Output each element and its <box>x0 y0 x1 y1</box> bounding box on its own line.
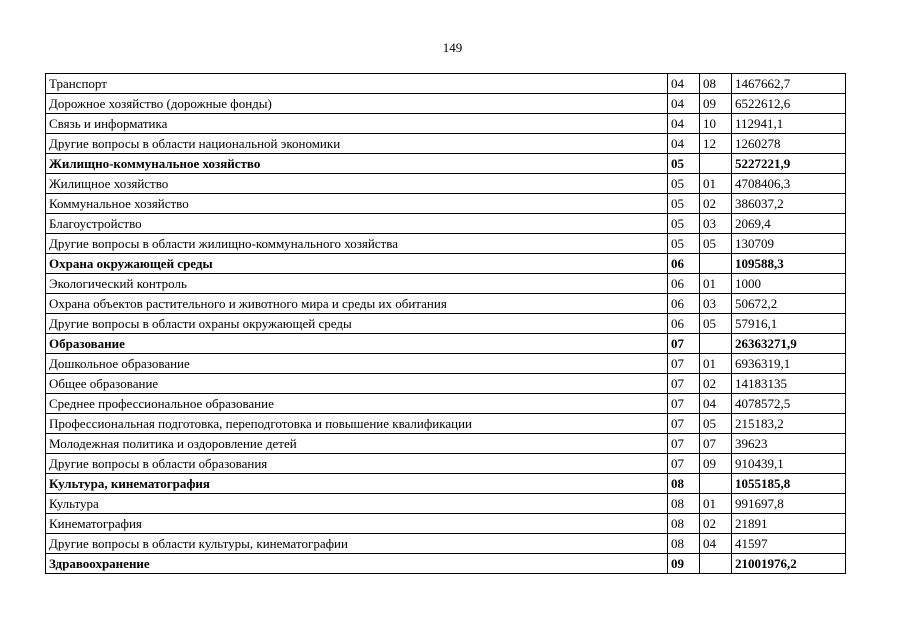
row-amount-cell: 6936319,1 <box>732 354 846 374</box>
row-section-code-cell: 06 <box>668 274 700 294</box>
row-amount-cell: 215183,2 <box>732 414 846 434</box>
row-subsection-code-cell: 02 <box>700 514 732 534</box>
row-name-cell: Общее образование <box>46 374 668 394</box>
row-name-cell: Дорожное хозяйство (дорожные фонды) <box>46 94 668 114</box>
table-row <box>46 514 846 534</box>
table-row <box>46 394 846 414</box>
row-amount-cell: 112941,1 <box>732 114 846 134</box>
row-section-code-cell: 06 <box>668 294 700 314</box>
row-amount-cell: 1055185,8 <box>732 474 846 494</box>
table-row <box>46 494 846 514</box>
row-section-code-cell: 07 <box>668 394 700 414</box>
row-name-cell: Молодежная политика и оздоровление детей <box>46 434 668 454</box>
page-number: 149 <box>442 40 463 55</box>
row-amount-cell: 1467662,7 <box>732 74 846 94</box>
row-amount-cell: 50672,2 <box>732 294 846 314</box>
table-row <box>46 434 846 454</box>
row-subsection-code-cell: 10 <box>700 114 732 134</box>
row-name-cell: Профессиональная подготовка, переподготовка и повышение квалификации <box>46 414 668 434</box>
row-section-code-cell: 05 <box>668 174 700 194</box>
row-subsection-code-cell: 12 <box>700 134 732 154</box>
table-row <box>46 74 846 94</box>
row-amount-cell: 39623 <box>732 434 846 454</box>
row-section-code-cell: 05 <box>668 214 700 234</box>
row-subsection-code-cell: 04 <box>700 534 732 554</box>
row-name-cell: Охрана окружающей среды <box>46 254 668 274</box>
row-name-cell: Коммунальное хозяйство <box>46 194 668 214</box>
row-subsection-code-cell: 03 <box>700 294 732 314</box>
row-subsection-code-cell <box>700 474 732 494</box>
row-section-code-cell: 07 <box>668 334 700 354</box>
row-name-cell: Дошкольное образование <box>46 354 668 374</box>
row-name-cell: Среднее профессиональное образование <box>46 394 668 414</box>
table-row <box>46 454 846 474</box>
row-section-code-cell: 05 <box>668 194 700 214</box>
row-name-cell: Культура <box>46 494 668 514</box>
row-subsection-code-cell: 01 <box>700 354 732 374</box>
table-section-row <box>46 154 846 174</box>
row-subsection-code-cell <box>700 554 732 574</box>
table-row <box>46 294 846 314</box>
row-section-code-cell: 08 <box>668 534 700 554</box>
row-amount-cell: 14183135 <box>732 374 846 394</box>
table-row <box>46 134 846 154</box>
row-section-code-cell: 04 <box>668 74 700 94</box>
row-amount-cell: 4708406,3 <box>732 174 846 194</box>
row-amount-cell: 1260278 <box>732 134 846 154</box>
row-name-cell: Другие вопросы в области культуры, кинематографии <box>46 534 668 554</box>
row-amount-cell: 130709 <box>732 234 846 254</box>
row-section-code-cell: 06 <box>668 254 700 274</box>
row-amount-cell: 2069,4 <box>732 214 846 234</box>
row-subsection-code-cell: 01 <box>700 174 732 194</box>
budget-table <box>45 73 846 574</box>
table-row <box>46 374 846 394</box>
row-name-cell: Транспорт <box>46 74 668 94</box>
table-row <box>46 534 846 554</box>
row-subsection-code-cell: 04 <box>700 394 732 414</box>
row-section-code-cell: 08 <box>668 514 700 534</box>
row-section-code-cell: 07 <box>668 454 700 474</box>
row-name-cell: Кинематография <box>46 514 668 534</box>
table-row <box>46 114 846 134</box>
row-section-code-cell: 08 <box>668 474 700 494</box>
row-name-cell: Образование <box>46 334 668 354</box>
row-section-code-cell: 07 <box>668 414 700 434</box>
table-row <box>46 274 846 294</box>
row-subsection-code-cell: 09 <box>700 454 732 474</box>
row-subsection-code-cell: 01 <box>700 274 732 294</box>
row-name-cell: Другие вопросы в области жилищно-коммунального хозяйства <box>46 234 668 254</box>
row-section-code-cell: 05 <box>668 154 700 174</box>
row-section-code-cell: 08 <box>668 494 700 514</box>
row-name-cell: Экологический контроль <box>46 274 668 294</box>
row-name-cell: Здравоохранение <box>46 554 668 574</box>
row-name-cell: Культура, кинематография <box>46 474 668 494</box>
row-amount-cell: 21001976,2 <box>732 554 846 574</box>
table-row <box>46 234 846 254</box>
budget-table-body <box>46 74 846 574</box>
row-amount-cell: 21891 <box>732 514 846 534</box>
row-section-code-cell: 09 <box>668 554 700 574</box>
table-row <box>46 214 846 234</box>
row-subsection-code-cell: 05 <box>700 314 732 334</box>
row-subsection-code-cell: 05 <box>700 234 732 254</box>
row-amount-cell: 4078572,5 <box>732 394 846 414</box>
table-row <box>46 174 846 194</box>
row-amount-cell: 26363271,9 <box>732 334 846 354</box>
row-amount-cell: 6522612,6 <box>732 94 846 114</box>
row-section-code-cell: 06 <box>668 314 700 334</box>
row-name-cell: Благоустройство <box>46 214 668 234</box>
row-section-code-cell: 04 <box>668 114 700 134</box>
row-amount-cell: 991697,8 <box>732 494 846 514</box>
table-row <box>46 94 846 114</box>
row-section-code-cell: 04 <box>668 94 700 114</box>
row-subsection-code-cell: 03 <box>700 214 732 234</box>
table-row <box>46 194 846 214</box>
row-section-code-cell: 05 <box>668 234 700 254</box>
table-section-row <box>46 254 846 274</box>
row-subsection-code-cell: 01 <box>700 494 732 514</box>
row-name-cell: Охрана объектов растительного и животного мира и среды их обитания <box>46 294 668 314</box>
row-name-cell: Связь и информатика <box>46 114 668 134</box>
row-subsection-code-cell: 02 <box>700 194 732 214</box>
row-amount-cell: 910439,1 <box>732 454 846 474</box>
table-row <box>46 414 846 434</box>
row-amount-cell: 5227221,9 <box>732 154 846 174</box>
row-amount-cell: 109588,3 <box>732 254 846 274</box>
row-subsection-code-cell: 09 <box>700 94 732 114</box>
table-row <box>46 314 846 334</box>
row-section-code-cell: 04 <box>668 134 700 154</box>
row-name-cell: Другие вопросы в области национальной экономики <box>46 134 668 154</box>
row-amount-cell: 1000 <box>732 274 846 294</box>
table-section-row <box>46 554 846 574</box>
row-name-cell: Другие вопросы в области охраны окружающей среды <box>46 314 668 334</box>
row-section-code-cell: 07 <box>668 374 700 394</box>
row-subsection-code-cell <box>700 334 732 354</box>
row-section-code-cell: 07 <box>668 354 700 374</box>
table-section-row <box>46 334 846 354</box>
row-section-code-cell: 07 <box>668 434 700 454</box>
row-name-cell: Жилищно-коммунальное хозяйство <box>46 154 668 174</box>
row-subsection-code-cell <box>700 254 732 274</box>
row-name-cell: Жилищное хозяйство <box>46 174 668 194</box>
row-amount-cell: 57916,1 <box>732 314 846 334</box>
row-subsection-code-cell: 02 <box>700 374 732 394</box>
row-amount-cell: 386037,2 <box>732 194 846 214</box>
table-row <box>46 354 846 374</box>
row-subsection-code-cell: 07 <box>700 434 732 454</box>
row-name-cell: Другие вопросы в области образования <box>46 454 668 474</box>
row-subsection-code-cell <box>700 154 732 174</box>
row-amount-cell: 41597 <box>732 534 846 554</box>
table-section-row <box>46 474 846 494</box>
row-subsection-code-cell: 05 <box>700 414 732 434</box>
row-subsection-code-cell: 08 <box>700 74 732 94</box>
